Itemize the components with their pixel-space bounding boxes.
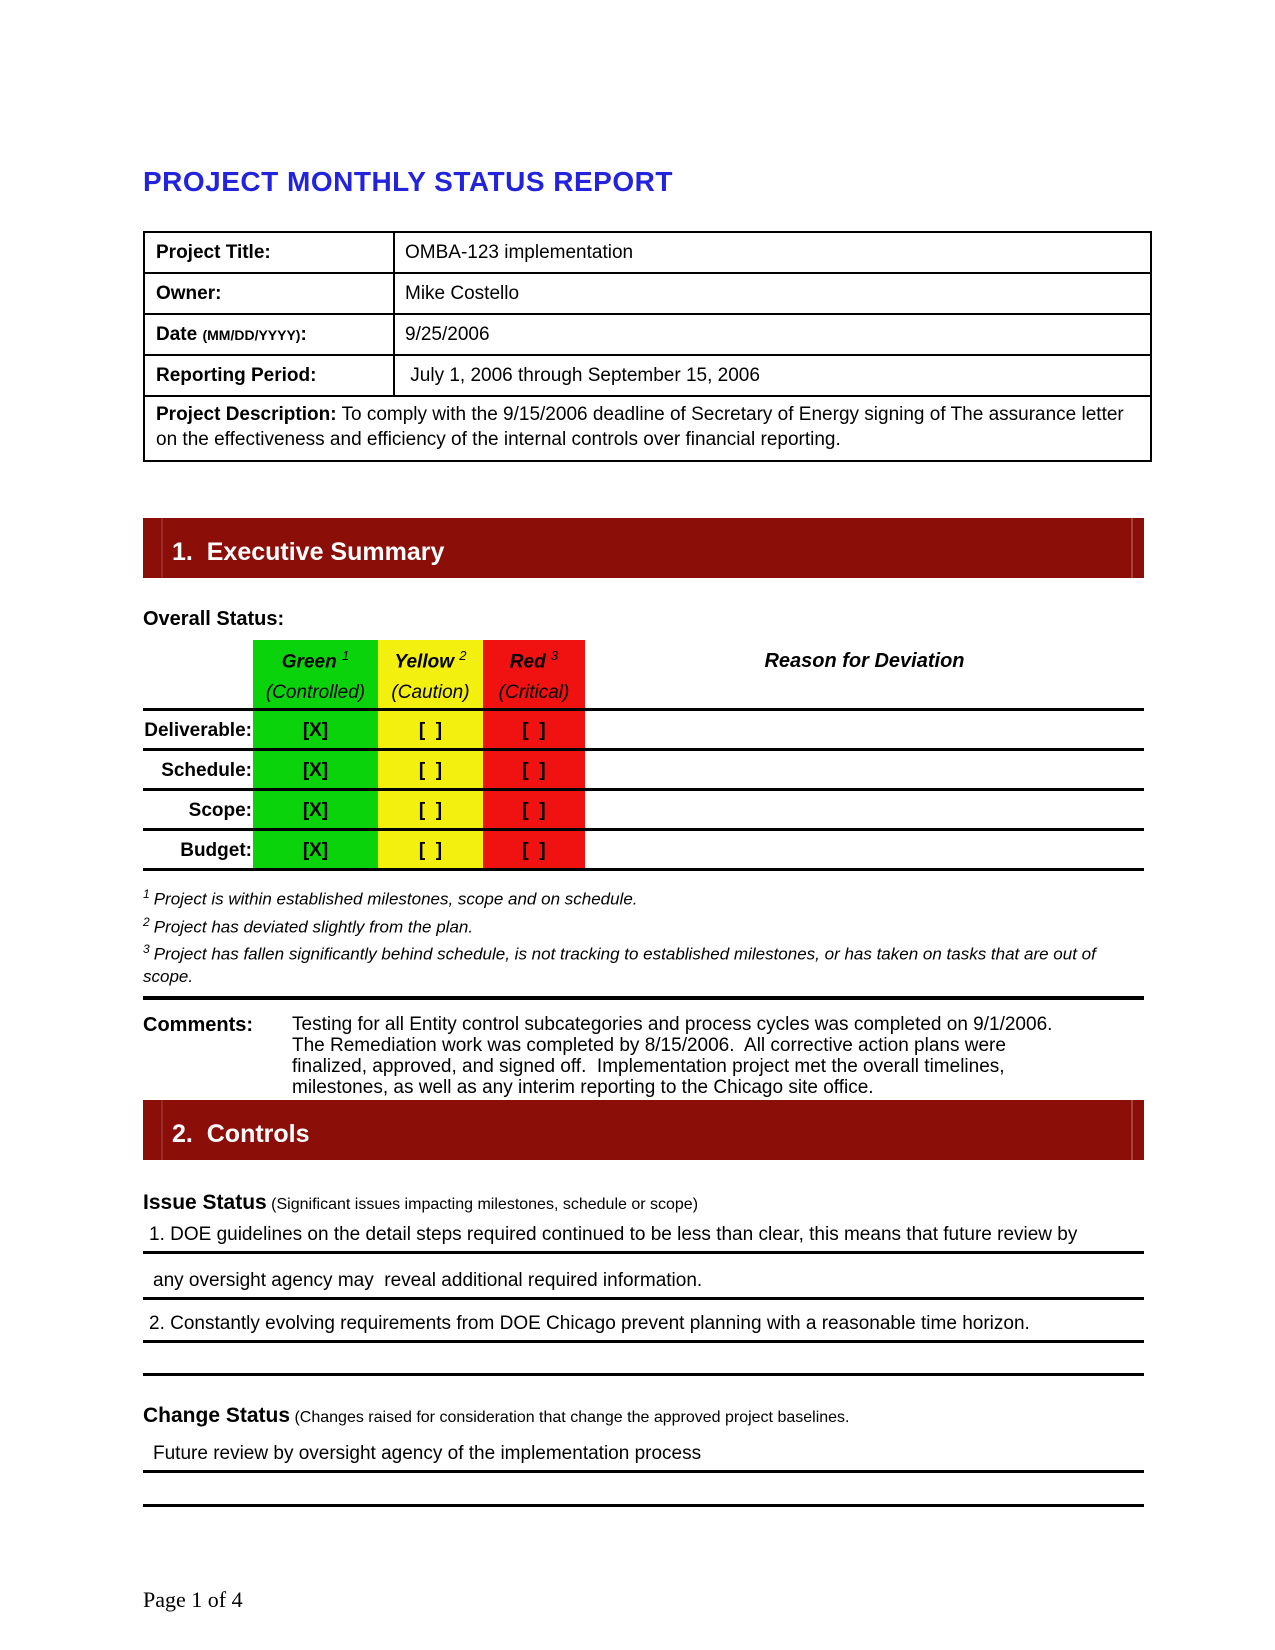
budget-yellow-checkbox: [ ] — [378, 831, 483, 868]
deliverable-red-checkbox: [ ] — [483, 711, 585, 748]
project-description-text: To comply with the 9/15/2006 deadline of Secretary of Energy signing of The assurance letter on the effectiveness and efficiency of the internal controls over financial reporting. — [156, 404, 1130, 450]
schedule-green-checkbox: [X] — [253, 751, 378, 788]
section-header-controls: 2. Controls — [143, 1100, 1144, 1160]
status-column-green-header — [253, 640, 378, 708]
issue-blank-line — [143, 1343, 1144, 1376]
change-blank-line — [143, 1473, 1144, 1507]
issue-line-3: 2. Constantly evolving requirements from DOE Chicago prevent planning with a reasonable time horizon. — [143, 1300, 1144, 1343]
footnote-ref-2: 2 — [459, 648, 467, 663]
date-label: Date (MM/DD/YYYY): — [144, 314, 394, 355]
budget-red-checkbox: [ ] — [483, 831, 585, 868]
scope-green-checkbox: [X] — [253, 791, 378, 828]
comments-label: Comments: — [143, 1013, 254, 1036]
comments-text: Testing for all Entity control subcategories and process cycles was completed on 9/1/2006. The Remediation work was completed by 8/15/2006. All corrective action plans were finalized, approved, and signed off. Implementation project met the overall timelines, milestones, as well as any interim reporting to the Chicago site office. — [292, 1013, 1063, 1098]
issue-status-heading: Issue Status (Significant issues impacting milestones, schedule or scope) — [143, 1190, 699, 1214]
page-title: PROJECT MONTHLY STATUS REPORT — [143, 166, 673, 197]
scope-reason-cell — [585, 791, 1144, 828]
green-column-qualifier: (Controlled) — [265, 682, 366, 704]
footnote-2: $^2$ Project has deviated slightly from the plan. — [143, 914, 474, 937]
table-row — [144, 396, 1151, 461]
status-column-red-header — [483, 640, 585, 708]
footnote-1: $^1$ Project is within established milestones, scope and on schedule. — [143, 887, 638, 909]
owner-label: Owner: — [144, 273, 394, 314]
comments-block — [143, 1014, 1144, 1098]
table-row — [144, 273, 1151, 314]
footnote-ref-3: 3 — [550, 648, 559, 663]
red-column-qualifier: (Critical) — [498, 682, 570, 704]
reason-for-deviation-header: Reason for Deviation — [764, 650, 965, 672]
budget-label: Budget: — [180, 840, 252, 861]
project-info-table — [143, 231, 1152, 462]
divider — [143, 996, 1144, 1000]
overall-status-heading: Overall Status: — [143, 608, 285, 630]
budget-reason-cell — [585, 831, 1144, 868]
scope-red-checkbox: [ ] — [483, 791, 585, 828]
table-row — [144, 355, 1151, 396]
footnote-3: $^3$ Project has fallen significantly behind schedule, is not tracking to established milestones, or has taken on tasks that are out of scope. — [143, 942, 1096, 986]
report-page — [143, 0, 1152, 1613]
section-header-executive-summary: 1. Executive Summary — [143, 518, 1144, 578]
scope-yellow-checkbox: [ ] — [378, 791, 483, 828]
deliverable-yellow-checkbox: [ ] — [378, 711, 483, 748]
yellow-column-title: Yellow $^2$ — [394, 648, 467, 673]
issue-status-qualifier: (Significant issues impacting milestones, schedule or scope) — [266, 1195, 699, 1213]
deliverable-green-checkbox: [X] — [253, 711, 378, 748]
date-value: 9/25/2006 — [394, 314, 1151, 355]
status-row-schedule — [143, 751, 1144, 791]
owner-value: Mike Costello — [394, 273, 1151, 314]
reporting-period-label: Reporting Period: — [144, 355, 394, 396]
project-title-value: OMBA-123 implementation — [394, 232, 1151, 273]
schedule-label: Schedule: — [161, 760, 252, 781]
change-status-heading: Change Status (Changes raised for consideration that change the approved project baselines. — [143, 1403, 850, 1427]
status-header-row — [143, 640, 1144, 711]
change-status-qualifier: (Changes raised for consideration that change the approved project baselines. — [290, 1408, 850, 1426]
issue-line-1: 1. DOE guidelines on the detail steps required continued to be less than clear, this means that future review by — [143, 1224, 1144, 1254]
red-column-title: Red $^3$ — [509, 648, 559, 673]
status-row-deliverable — [143, 711, 1144, 751]
table-row — [144, 232, 1151, 273]
budget-green-checkbox: [X] — [253, 831, 378, 868]
schedule-yellow-checkbox: [ ] — [378, 751, 483, 788]
deliverable-label: Deliverable: — [144, 720, 252, 741]
status-header-spacer — [143, 640, 253, 708]
deliverable-reason-cell — [585, 711, 1144, 748]
change-line-1: Future review by oversight agency of the implementation process — [143, 1428, 1144, 1473]
yellow-column-qualifier: (Caution) — [391, 682, 470, 704]
issue-line-2: any oversight agency may reveal additional required information. — [143, 1254, 1144, 1300]
status-row-budget — [143, 831, 1144, 871]
status-column-yellow-header — [378, 640, 483, 708]
overall-status-table — [143, 640, 1144, 871]
status-row-scope — [143, 791, 1144, 831]
reporting-period-value: July 1, 2006 through September 15, 2006 — [394, 355, 1151, 396]
status-footnotes — [143, 883, 1152, 988]
project-description-cell — [144, 396, 1151, 461]
schedule-reason-cell — [585, 751, 1144, 788]
table-row — [144, 314, 1151, 355]
schedule-red-checkbox: [ ] — [483, 751, 585, 788]
date-format-note: (MM/DD/YYYY) — [202, 326, 301, 343]
page-number: Page 1 of 4 — [143, 1586, 243, 1612]
scope-label: Scope: — [188, 800, 252, 821]
green-column-title: Green $^1$ — [281, 648, 350, 673]
project-description-label: Project Description: — [156, 404, 337, 425]
project-title-label: Project Title: — [144, 232, 394, 273]
footnote-ref-1: 1 — [341, 648, 350, 663]
